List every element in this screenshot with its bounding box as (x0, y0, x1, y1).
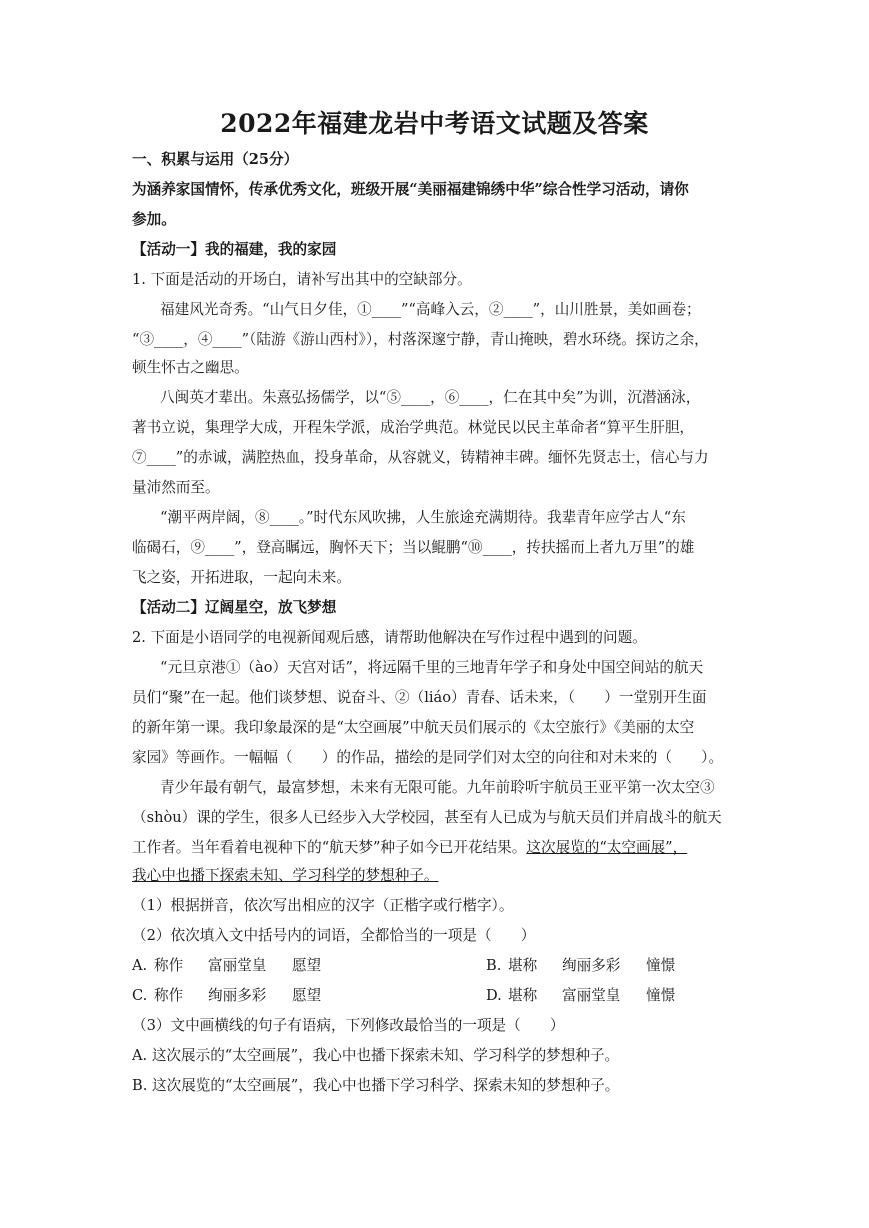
paragraph-line: （shòu）课的学生，很多人已经步入大学校园，甚至有人已成为与航天员们并肩战斗的航天 (132, 809, 722, 826)
question-1: 1. 下面是活动的开场白，请补写出其中的空缺部分。 (132, 271, 472, 288)
paragraph-line: 八闽英才辈出。朱熹弘扬儒学，以“⑤____，⑥____，仁在其中矣”为训，沉潜涵泳， (160, 389, 701, 406)
option-word: 堪称 (508, 987, 538, 1004)
sub-question-3: （3）文中画横线的句子有语病，下列修改最恰当的一项是（ ） (132, 1017, 565, 1034)
option-word: 绚丽多彩 (208, 987, 267, 1004)
sub-question-1: （1）根据拼音，依次写出相应的汉字（正楷字或行楷字）。 (132, 897, 514, 914)
paragraph-line: 青少年最有朝气，最富梦想，未来有无限可能。九年前聆听宇航员王亚平第一次太空③ (160, 779, 715, 796)
activity1-heading: 【活动一】我的福建，我的家园 (132, 241, 337, 258)
option-word: 堪称 (508, 957, 538, 974)
paragraph-line: 临碣石，⑨____”，登高瞩远，胸怀天下；当以鲲鹏“⑩____，抟扶摇而上者九万里”的雄 (132, 539, 695, 556)
sub-question-2: （2）依次填入文中括号内的词语，全都恰当的一项是（ ） (132, 927, 536, 944)
paragraph-line: “③____，④____”（陆游《游山西村》），村落深邃宁静，青山掩映，碧水环绕。探访之余， (132, 331, 709, 348)
paragraph-line: 员们“聚”在一起。他们谈梦想、说奋斗、②（liáo）青春、话未来，（ ）一堂别开生面 (132, 689, 707, 706)
paragraph-line: ⑦____”的赤诚，满腔热血，投身革命，从容就义，铸精神丰碑。缅怀先贤志士，信心与力 (132, 449, 709, 466)
paragraph-line: 家园》等画作。一幅幅（ ）的作品，描绘的是同学们对太空的向往和对未来的（ ）。 (132, 749, 724, 766)
paragraph-line: 福建风光奇秀。“山气日夕佳，①____”“高峰入云，②____”，山川胜景，美如画卷； (160, 301, 701, 318)
underlined-sentence: 这次展览的“太空画展”， (526, 839, 688, 856)
activity2-heading: 【活动二】辽阔星空，放飞梦想 (132, 599, 337, 616)
option-word: 称作 (154, 957, 184, 974)
paragraph-line: “潮平两岸阔，⑧____。”时代东风吹拂，人生旅途充满期待。我辈青年应学古人“东 (160, 509, 686, 526)
paragraph-line (132, 866, 742, 886)
paragraph-line: 著书立说，集理学大成，开程朱学派，成治学典范。林觉民以民主革命者“算平生肝胆， (132, 419, 695, 436)
option-word: 绚丽多彩 (562, 957, 621, 974)
option-b: B. 这次展览的“太空画展”，我心中也播下学习科学、探索未知的梦想种子。 (132, 1077, 620, 1094)
plain-text: 工作者。当年看着电视种下的“航天梦”种子如今已开花结果。 (132, 839, 527, 856)
option-word: 憧憬 (646, 957, 676, 974)
section-heading: 一、积累与运用（25分） (132, 151, 299, 168)
option-label: C. (132, 987, 148, 1004)
option-label: A. (132, 957, 148, 974)
option-label: B. (486, 957, 502, 974)
option-word: 富丽堂皇 (562, 987, 621, 1004)
option-word: 愿望 (292, 987, 322, 1004)
option-word: 愿望 (292, 957, 322, 974)
option-a: A. 这次展示的“太空画展”，我心中也播下探索未知、学习科学的梦想种子。 (132, 1047, 620, 1064)
question-2: 2. 下面是小语同学的电视新闻观后感，请帮助他解决在写作过程中遇到的问题。 (132, 629, 647, 646)
intro-line: 参加。 (132, 211, 176, 228)
paragraph-line: 的新年第一课。我印象最深的是“太空画展”中航天员们展示的《太空旅行》《美丽的太空 (132, 719, 695, 736)
option-b (486, 956, 676, 976)
option-word: 富丽堂皇 (208, 957, 267, 974)
option-word: 憧憬 (646, 987, 676, 1004)
option-a (132, 956, 322, 976)
intro-line: 为涵养家国情怀，传承优秀文化，班级开展“美丽福建锦绣中华”综合性学习活动，请你 (132, 181, 689, 198)
page-title: 2022年福建龙岩中考语文试题及答案 (220, 109, 649, 138)
option-word: 称作 (154, 987, 184, 1004)
paragraph-line: 量沛然而至。 (132, 479, 220, 496)
paragraph-line: “元旦京港①（ào）天宫对话”，将远隔千里的三地青年学子和身处中国空间站的航天 (160, 659, 704, 676)
option-c (132, 986, 322, 1006)
paragraph-line: 顿生怀古之幽思。 (132, 359, 249, 376)
underlined-sentence: 我心中也播下探索未知、学习科学的梦想种子。 (132, 867, 439, 884)
paragraph-line: 飞之姿，开拓进取，一起向未来。 (132, 569, 351, 586)
option-d (486, 986, 676, 1006)
paragraph-line (132, 838, 742, 858)
option-label: D. (486, 987, 502, 1004)
